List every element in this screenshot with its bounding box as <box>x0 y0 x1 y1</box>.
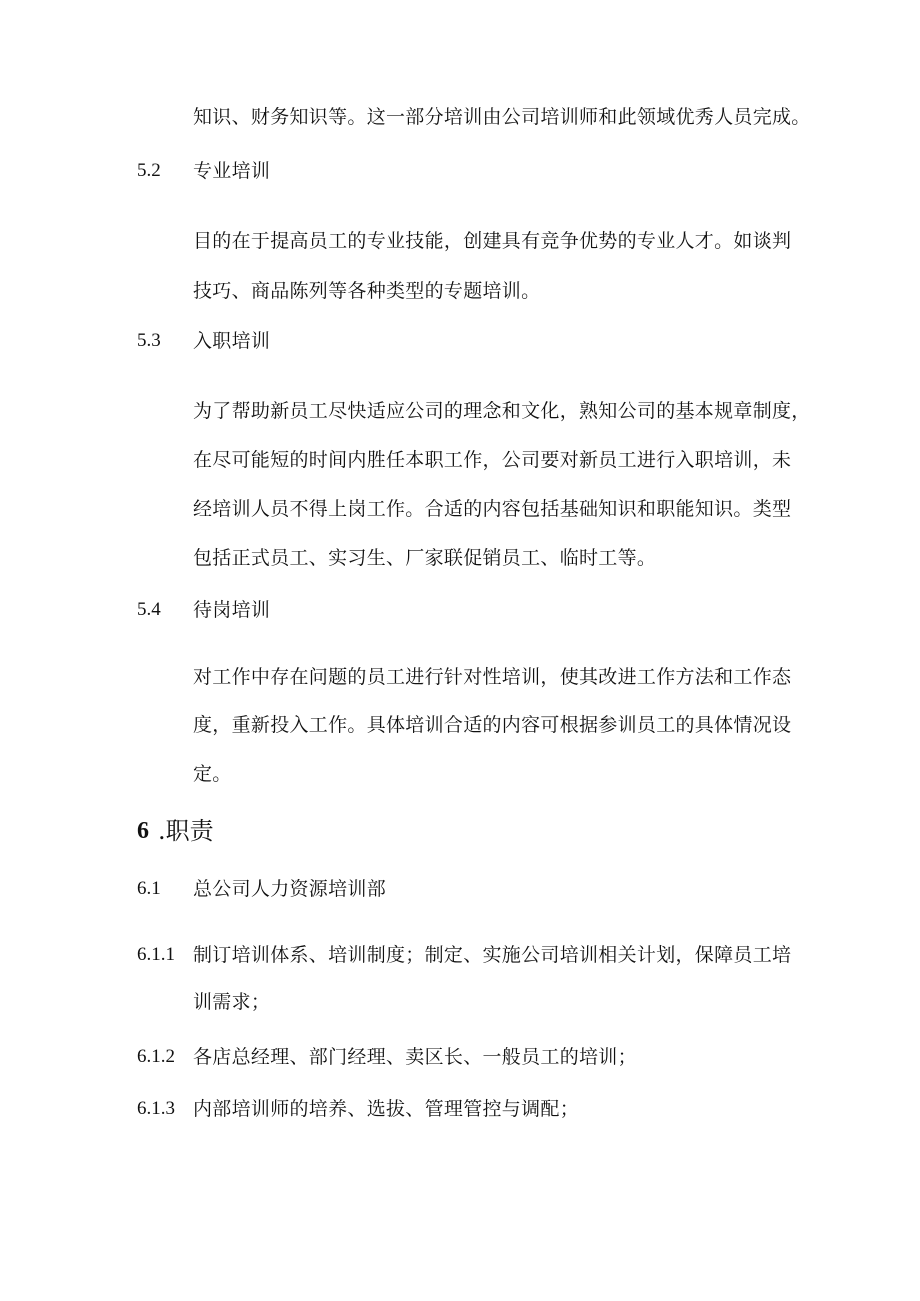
section-5-2-title: 专业培训 <box>193 160 271 182</box>
section-5-3-number: 5.3 <box>137 330 161 351</box>
item-6-1-1-line-2: 训需求； <box>193 991 271 1013</box>
section-6-title: .职责 <box>158 817 214 845</box>
section-5-3-body-line-2: 在尽可能短的时间内胜任本职工作，公司要对新员工进行入职培训，未 <box>193 449 792 471</box>
section-6-1-number: 6.1 <box>137 878 161 899</box>
section-6-number: 6 <box>137 818 149 844</box>
item-6-1-2-text: 各店总经理、部门经理、卖区长、一般员工的培训； <box>193 1046 637 1068</box>
section-5-3-title: 入职培训 <box>193 330 271 352</box>
section-5-4-body-line-1: 对工作中存在问题的员工进行针对性培训，使其改进工作方法和工作态 <box>193 666 792 688</box>
section-5-3-body-line-3: 经培训人员不得上岗工作。合适的内容包括基础知识和职能知识。类型 <box>193 498 792 520</box>
section-5-4-title: 待岗培训 <box>193 599 271 621</box>
section-5-2-number: 5.2 <box>137 160 161 181</box>
item-6-1-1-line-1: 制订培训体系、培训制度；制定、实施公司培训相关计划，保障员工培 <box>193 944 792 966</box>
section-5-3-body-line-4: 包括正式员工、实习生、厂家联促销员工、临时工等。 <box>193 547 657 569</box>
section-5-2-body-line-1: 目的在于提高员工的专业技能，创建具有竞争优势的专业人才。如谈判 <box>193 230 792 252</box>
section-5-4-number: 5.4 <box>137 599 161 620</box>
section-6-1-title: 总公司人力资源培训部 <box>193 878 387 900</box>
item-6-1-3-number: 6.1.3 <box>137 1098 175 1119</box>
section-5-3-body-line-1: 为了帮助新员工尽快适应公司的理念和文化，熟知公司的基本规章制度， <box>193 400 811 422</box>
item-6-1-3-text: 内部培训师的培养、选拔、管理管控与调配； <box>193 1098 580 1120</box>
paragraph-continuation-line-1: 知识、财务知识等。这一部分培训由公司培训师和此领域优秀人员完成。 <box>193 106 811 128</box>
section-5-2-body-line-2: 技巧、商品陈列等各种类型的专题培训。 <box>193 280 541 302</box>
section-5-4-body-line-2: 度，重新投入工作。具体培训合适的内容可根据参训员工的具体情况设 <box>193 714 792 736</box>
section-5-4-body-line-3: 定。 <box>193 763 232 785</box>
item-6-1-2-number: 6.1.2 <box>137 1046 175 1067</box>
item-6-1-1-number: 6.1.1 <box>137 944 175 965</box>
